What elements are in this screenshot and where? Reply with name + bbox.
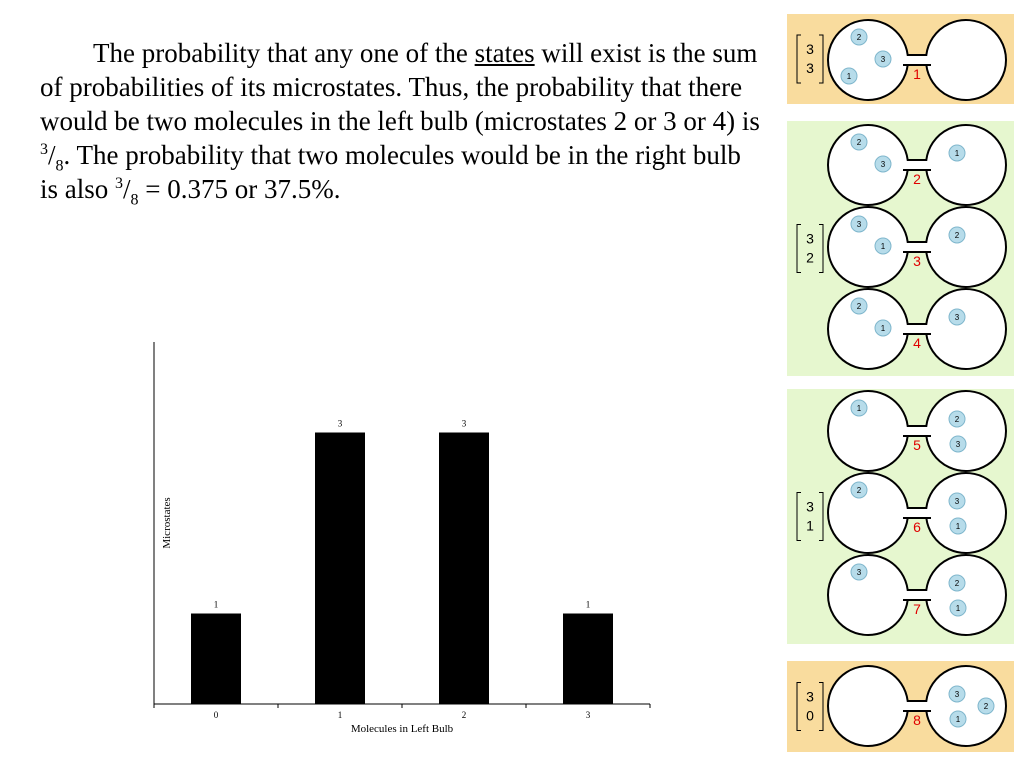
molecule-label: 3 <box>954 497 960 506</box>
bar-data-label: 3 <box>337 418 343 429</box>
state-group-3 <box>787 14 1014 104</box>
molecule-3 <box>875 51 891 67</box>
molecule-label: 3 <box>880 55 886 64</box>
molecule-label: 2 <box>856 33 862 42</box>
molecule-3 <box>949 309 965 325</box>
molecule-1 <box>841 68 857 84</box>
molecule-label: 3 <box>880 160 886 169</box>
molecule-label: 1 <box>955 715 961 724</box>
bracket-left-count: 2 <box>806 249 814 266</box>
molecule-3 <box>949 686 965 702</box>
molecule-2 <box>851 298 867 314</box>
microstate-number: 2 <box>913 171 921 187</box>
bracket-total: 3 <box>806 230 814 247</box>
molecule-label: 1 <box>880 242 886 251</box>
molecule-label: 2 <box>954 231 960 240</box>
molecule-2 <box>949 411 965 427</box>
fraction-slash: / <box>48 140 56 170</box>
bracket-left-count: 0 <box>806 707 814 724</box>
text-segment: = 0.375 or 37.5%. <box>138 174 341 204</box>
molecule-3 <box>950 436 966 452</box>
molecule-2 <box>949 575 965 591</box>
molecule-label: 2 <box>983 702 989 711</box>
molecule-label: 1 <box>955 604 961 613</box>
molecule-label: 2 <box>856 302 862 311</box>
molecule-label: 3 <box>856 568 862 577</box>
molecule-3 <box>875 156 891 172</box>
molecule-2 <box>851 482 867 498</box>
bracket-total: 3 <box>806 41 814 57</box>
bracket-left-count: 3 <box>806 60 814 76</box>
molecule-3 <box>851 564 867 580</box>
bar-data-label: 1 <box>213 599 219 610</box>
fraction-numerator: 3 <box>40 141 48 158</box>
x-tick-label: 1 <box>337 710 343 720</box>
molecule-label: 2 <box>856 138 862 147</box>
microstate-number: 1 <box>913 66 921 82</box>
molecule-label: 1 <box>846 72 852 81</box>
molecule-1 <box>875 320 891 336</box>
text-segment: . The probability that two molecules would be in the right bulb is also <box>40 140 741 204</box>
molecule-1 <box>950 600 966 616</box>
microstate-number: 3 <box>913 253 921 269</box>
fraction-denominator: 8 <box>130 191 139 209</box>
x-tick-label: 3 <box>585 710 591 720</box>
y-axis-label: Microstates <box>161 497 173 549</box>
molecule-3 <box>851 216 867 232</box>
microstate-number: 8 <box>913 712 921 728</box>
bracket-total: 3 <box>806 688 814 705</box>
microstate-number: 4 <box>913 335 921 351</box>
molecule-1 <box>949 145 965 161</box>
molecule-1 <box>851 400 867 416</box>
states-term: states <box>474 38 535 68</box>
molecule-label: 1 <box>880 324 886 333</box>
fraction-denominator: 8 <box>55 157 64 175</box>
molecule-2 <box>978 698 994 714</box>
molecule-label: 3 <box>856 220 862 229</box>
text-segment: will exist is the sum of probabilities of its microstates. Thus, the probability that there would be two molecules in the left bulb (microstates 2 or 3 or 4) is <box>40 38 760 136</box>
bar-data-label: 1 <box>585 599 591 610</box>
microstate-number: 6 <box>913 519 921 535</box>
molecule-label: 2 <box>954 579 960 588</box>
microstate-number: 7 <box>913 601 921 617</box>
molecule-label: 3 <box>955 440 961 449</box>
molecule-3 <box>949 493 965 509</box>
state-group-2 <box>787 121 1014 376</box>
molecule-1 <box>950 518 966 534</box>
text-segment: The probability that any one of the <box>93 38 475 68</box>
molecule-1 <box>950 711 966 727</box>
x-tick-label: 0 <box>213 710 219 720</box>
bracket-left-count: 1 <box>806 517 814 534</box>
molecule-label: 1 <box>856 404 862 413</box>
molecule-2 <box>949 227 965 243</box>
fraction-slash: / <box>123 174 131 204</box>
molecule-label: 1 <box>955 522 961 531</box>
bar-data-label: 3 <box>461 418 467 429</box>
microstate-number: 5 <box>913 437 921 453</box>
state-group-0 <box>787 661 1014 752</box>
fraction-numerator: 3 <box>115 175 124 192</box>
x-axis-label: Molecules in Left Bulb <box>350 723 454 735</box>
state-group-1 <box>787 389 1014 644</box>
molecule-label: 2 <box>856 486 862 495</box>
molecule-2 <box>851 29 867 45</box>
molecule-label: 3 <box>954 313 960 322</box>
molecule-2 <box>851 134 867 150</box>
molecule-1 <box>875 238 891 254</box>
bracket-total: 3 <box>806 498 814 515</box>
x-tick-label: 2 <box>461 710 467 720</box>
molecule-label: 2 <box>954 415 960 424</box>
molecule-label: 3 <box>954 690 960 699</box>
molecule-label: 1 <box>954 149 960 158</box>
